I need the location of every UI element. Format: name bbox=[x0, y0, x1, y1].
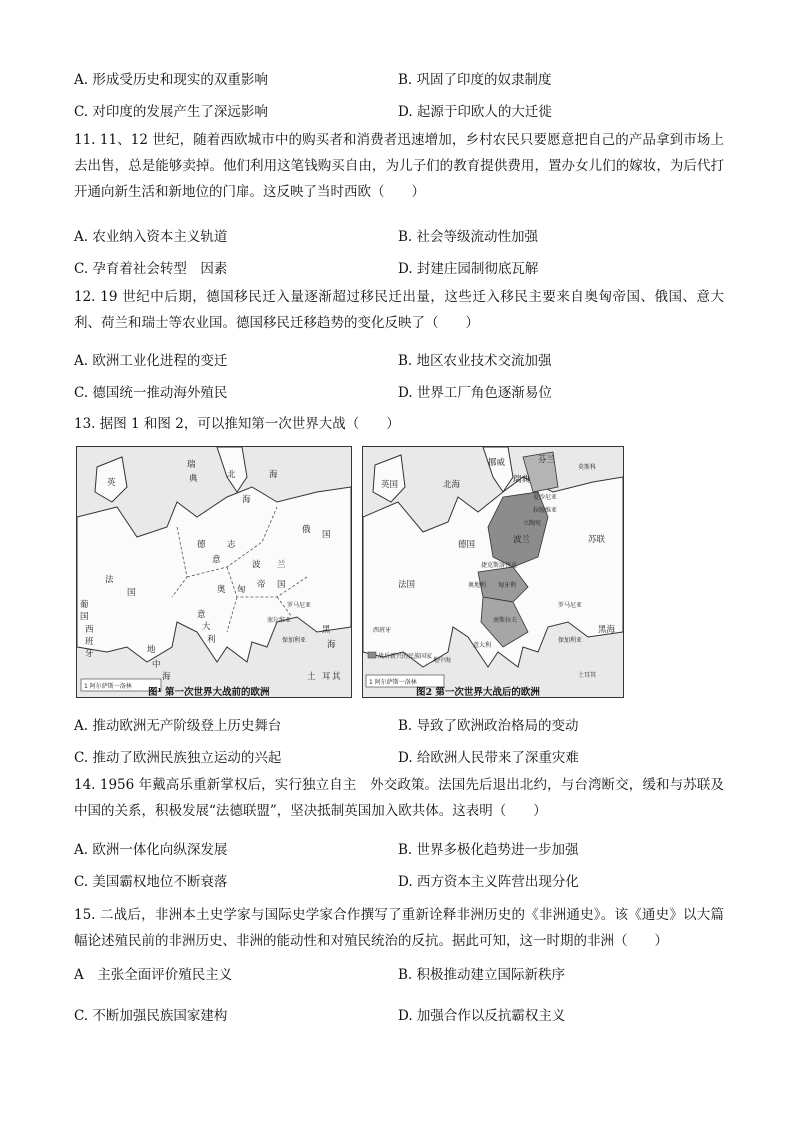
fig2-map-label: 地中海 bbox=[433, 657, 452, 664]
q12-option-c: C. 德国统一推动海外殖民 bbox=[74, 385, 228, 401]
q12-option-b: B. 地区农业技术交流加强 bbox=[398, 353, 552, 369]
svg-text:1 阿尔萨斯一洛林: 1 阿尔萨斯一洛林 bbox=[369, 679, 417, 686]
fig1-map-label: 中 bbox=[152, 660, 161, 670]
q10-option-b: B. 巩固了印度的奴隶制度 bbox=[398, 72, 552, 88]
fig1-map-label: 罗马尼亚 bbox=[287, 602, 312, 609]
fig1-map-label: 志 bbox=[227, 540, 236, 550]
fig2-map-label: 波兰 bbox=[513, 535, 531, 545]
fig1-map-label: 地 bbox=[147, 645, 156, 655]
q14-option-b: B. 世界多极化趋势进一步加强 bbox=[398, 842, 579, 858]
fig1-map-label: 意 bbox=[197, 610, 206, 620]
q10-option-a: A. 形成受历史和现实的双重影响 bbox=[74, 72, 268, 88]
figure-2-map bbox=[362, 446, 624, 698]
q15-option-d: D. 加强合作以反抗霸权主义 bbox=[398, 1008, 566, 1024]
q14-option-d: D. 西方资本主义阵营出现分化 bbox=[398, 874, 579, 890]
fig1-map-label: 兰 bbox=[277, 560, 286, 570]
q11-option-c: C. 孕育着社会转型 因素 bbox=[74, 261, 228, 277]
q11-option-d: D. 封建庄园制彻底瓦解 bbox=[398, 261, 539, 277]
fig2-map-label: 立陶宛 bbox=[523, 520, 542, 527]
fig2-map-label: 爱沙尼亚 bbox=[533, 494, 558, 501]
q10-option-c: C. 对印度的发展产生了深远影响 bbox=[74, 104, 268, 120]
q13-option-a: A. 推动欧洲无产阶级登上历史舞台 bbox=[74, 718, 282, 734]
fig1-map-label: 国 bbox=[127, 588, 136, 598]
fig2-map-label: 意大利 bbox=[473, 642, 492, 649]
fig1-map-label: 西 bbox=[85, 625, 94, 635]
svg-text:1 阿尔萨斯一洛林: 1 阿尔萨斯一洛林 bbox=[84, 683, 132, 690]
fig2-map-label: 捷克斯洛伐克 bbox=[481, 562, 518, 569]
figure-1-caption: 图¹ 第一次世界大战前的欧洲 bbox=[148, 687, 270, 698]
fig1-map-label: 黑 bbox=[322, 625, 331, 635]
q12-option-a: A. 欧洲工业化进程的变迁 bbox=[74, 353, 228, 369]
fig2-map-label: 莫斯科 bbox=[578, 464, 597, 471]
fig2-map-label: 德国 bbox=[458, 540, 476, 550]
fig1-map-label: 牙 bbox=[85, 649, 94, 659]
fig2-map-label: 英国 bbox=[381, 480, 399, 490]
fig1-map-label: 意 bbox=[212, 555, 221, 565]
fig2-map-label: 奥地利 bbox=[468, 582, 487, 589]
fig2-map-label: 罗马尼亚 bbox=[558, 602, 583, 609]
fig2-map-label: 保加利亚 bbox=[558, 637, 583, 644]
q13-option-c: C. 推动了欧洲民族独立运动的兴起 bbox=[74, 750, 282, 766]
fig1-map-label: 德 bbox=[197, 540, 206, 550]
figure-2-caption: 图2 第一次世界大战后的欧洲 bbox=[416, 687, 540, 698]
svg-text:战后新兴的民族国家: 战后新兴的民族国家 bbox=[378, 653, 433, 660]
fig1-map-label: 帝 bbox=[257, 580, 266, 590]
q11-option-b: B. 社会等级流动性加强 bbox=[398, 229, 539, 245]
fig2-map-label: 北海 bbox=[443, 480, 461, 490]
fig1-map-label: 大 bbox=[202, 622, 211, 632]
q10-option-d: D. 起源于印欧人的大迁徙 bbox=[398, 104, 552, 120]
fig1-map-label: 塞尔维亚 bbox=[267, 617, 292, 624]
fig1-map-label: 海 bbox=[162, 672, 171, 682]
q13-option-b: B. 导致了欧洲政治格局的变动 bbox=[398, 718, 579, 734]
fig2-map-label: 匈牙利 bbox=[498, 582, 517, 589]
q12-stem: 12. 19 世纪中后期，德国移民迁入量逐渐超过移民迁出量，这些迁入移民主要来自奥匈帝国、俄国、意大利、荷兰和瑞士等农业国。德国移民迁移趋势的变化反映了（ ） bbox=[74, 289, 724, 331]
fig1-map-label: 匈 bbox=[237, 585, 246, 595]
q15-option-a: A 主张全面评价殖民主义 bbox=[74, 967, 233, 983]
fig1-map-label: 国 bbox=[80, 612, 89, 622]
q14-option-a: A. 欧洲一体化向纵深发展 bbox=[74, 842, 228, 858]
fig1-map-label: 法 bbox=[105, 575, 114, 585]
q13-option-d: D. 给欧洲人民带来了深重灾难 bbox=[398, 750, 579, 766]
fig1-map-label: 北 bbox=[227, 470, 236, 480]
fig1-map-label: 典 bbox=[189, 474, 198, 484]
fig1-map-label: 土 bbox=[307, 672, 316, 682]
figure-1-map bbox=[76, 446, 352, 698]
fig1-map-label: 瑞 bbox=[187, 460, 196, 470]
q13-stem: 13. 据图 1 和图 2，可以推知第一次世界大战（ ） bbox=[74, 416, 400, 432]
q14-option-c: C. 美国霸权地位不断衰落 bbox=[74, 874, 228, 890]
fig1-map-label: 利 bbox=[207, 635, 216, 645]
fig2-map-label: 西班牙 bbox=[373, 627, 392, 634]
q15-option-c: C. 不断加强民族国家建构 bbox=[74, 1008, 228, 1024]
fig2-map-label: 黑海 bbox=[598, 625, 616, 635]
fig1-map-label: 海 bbox=[242, 495, 251, 505]
fig1-map-label: 保加利亚 bbox=[282, 637, 307, 644]
fig1-map-label: 班 bbox=[85, 637, 94, 647]
fig2-map-label: 南斯拉夫 bbox=[493, 617, 518, 624]
fig1-map-label: 波 bbox=[252, 560, 261, 570]
q15-option-b: B. 积极推动建立国际新秩序 bbox=[398, 967, 566, 983]
fig1-map-label: 耳 bbox=[322, 672, 331, 682]
fig2-map-label: 苏联 bbox=[588, 535, 606, 545]
fig2-map-label: 土耳其 bbox=[578, 672, 597, 679]
q11-option-a: A. 农业纳入资本主义轨道 bbox=[74, 229, 228, 245]
fig2-map-label: 瑞典 bbox=[513, 475, 531, 485]
fig2-map-label: 挪威 bbox=[488, 458, 506, 468]
fig2-map-label: 拉脱维亚 bbox=[533, 507, 558, 514]
fig1-map-label: 葡 bbox=[80, 600, 89, 610]
q15-stem: 15. 二战后，非洲本土史学家与国际史学家合作撰写了重新诠释非洲历史的《非洲通史》。该《通史》以大篇幅论述殖民前的非洲历史、非洲的能动性和对殖民统治的反抗。据此可知，这一时期的非洲（ ） bbox=[74, 907, 724, 949]
fig2-map-label: 芬兰 bbox=[538, 455, 556, 465]
fig1-map-label: 海 bbox=[327, 640, 336, 650]
q14-stem: 14. 1956 年戴高乐重新掌权后，实行独立自主 外交政策。法国先后退出北约，与台湾断交，缓和与苏联及中国的关系，积极发展“法德联盟”，坚决抵制英国加入欧共体。这表明（ ） bbox=[74, 777, 724, 819]
fig1-map-label: 其 bbox=[332, 672, 341, 682]
q12-option-d: D. 世界工厂角色逐渐易位 bbox=[398, 385, 552, 401]
fig2-map-label: 法国 bbox=[398, 580, 416, 590]
fig1-map-label: 国 bbox=[322, 530, 331, 540]
fig1-map-label: 俄 bbox=[302, 525, 311, 535]
q11-stem: 11. 11、12 世纪，随着西欧城市中的购买者和消费者迅速增加，乡村农民只要愿意把自己的产品拿到市场上去出售，总是能够卖掉。他们利用这笔钱购买自由，为儿子们的教育提供费用，置办女儿们的嫁妆，为后代打开通向新生活和新地位的门扉。这反映了当时西欧（ ） bbox=[74, 132, 724, 200]
fig1-map-label: 奥 bbox=[217, 585, 226, 595]
fig1-map-label: 海 bbox=[269, 470, 278, 480]
fig1-map-label: 国 bbox=[277, 580, 286, 590]
fig1-map-label: 英 bbox=[107, 478, 116, 488]
